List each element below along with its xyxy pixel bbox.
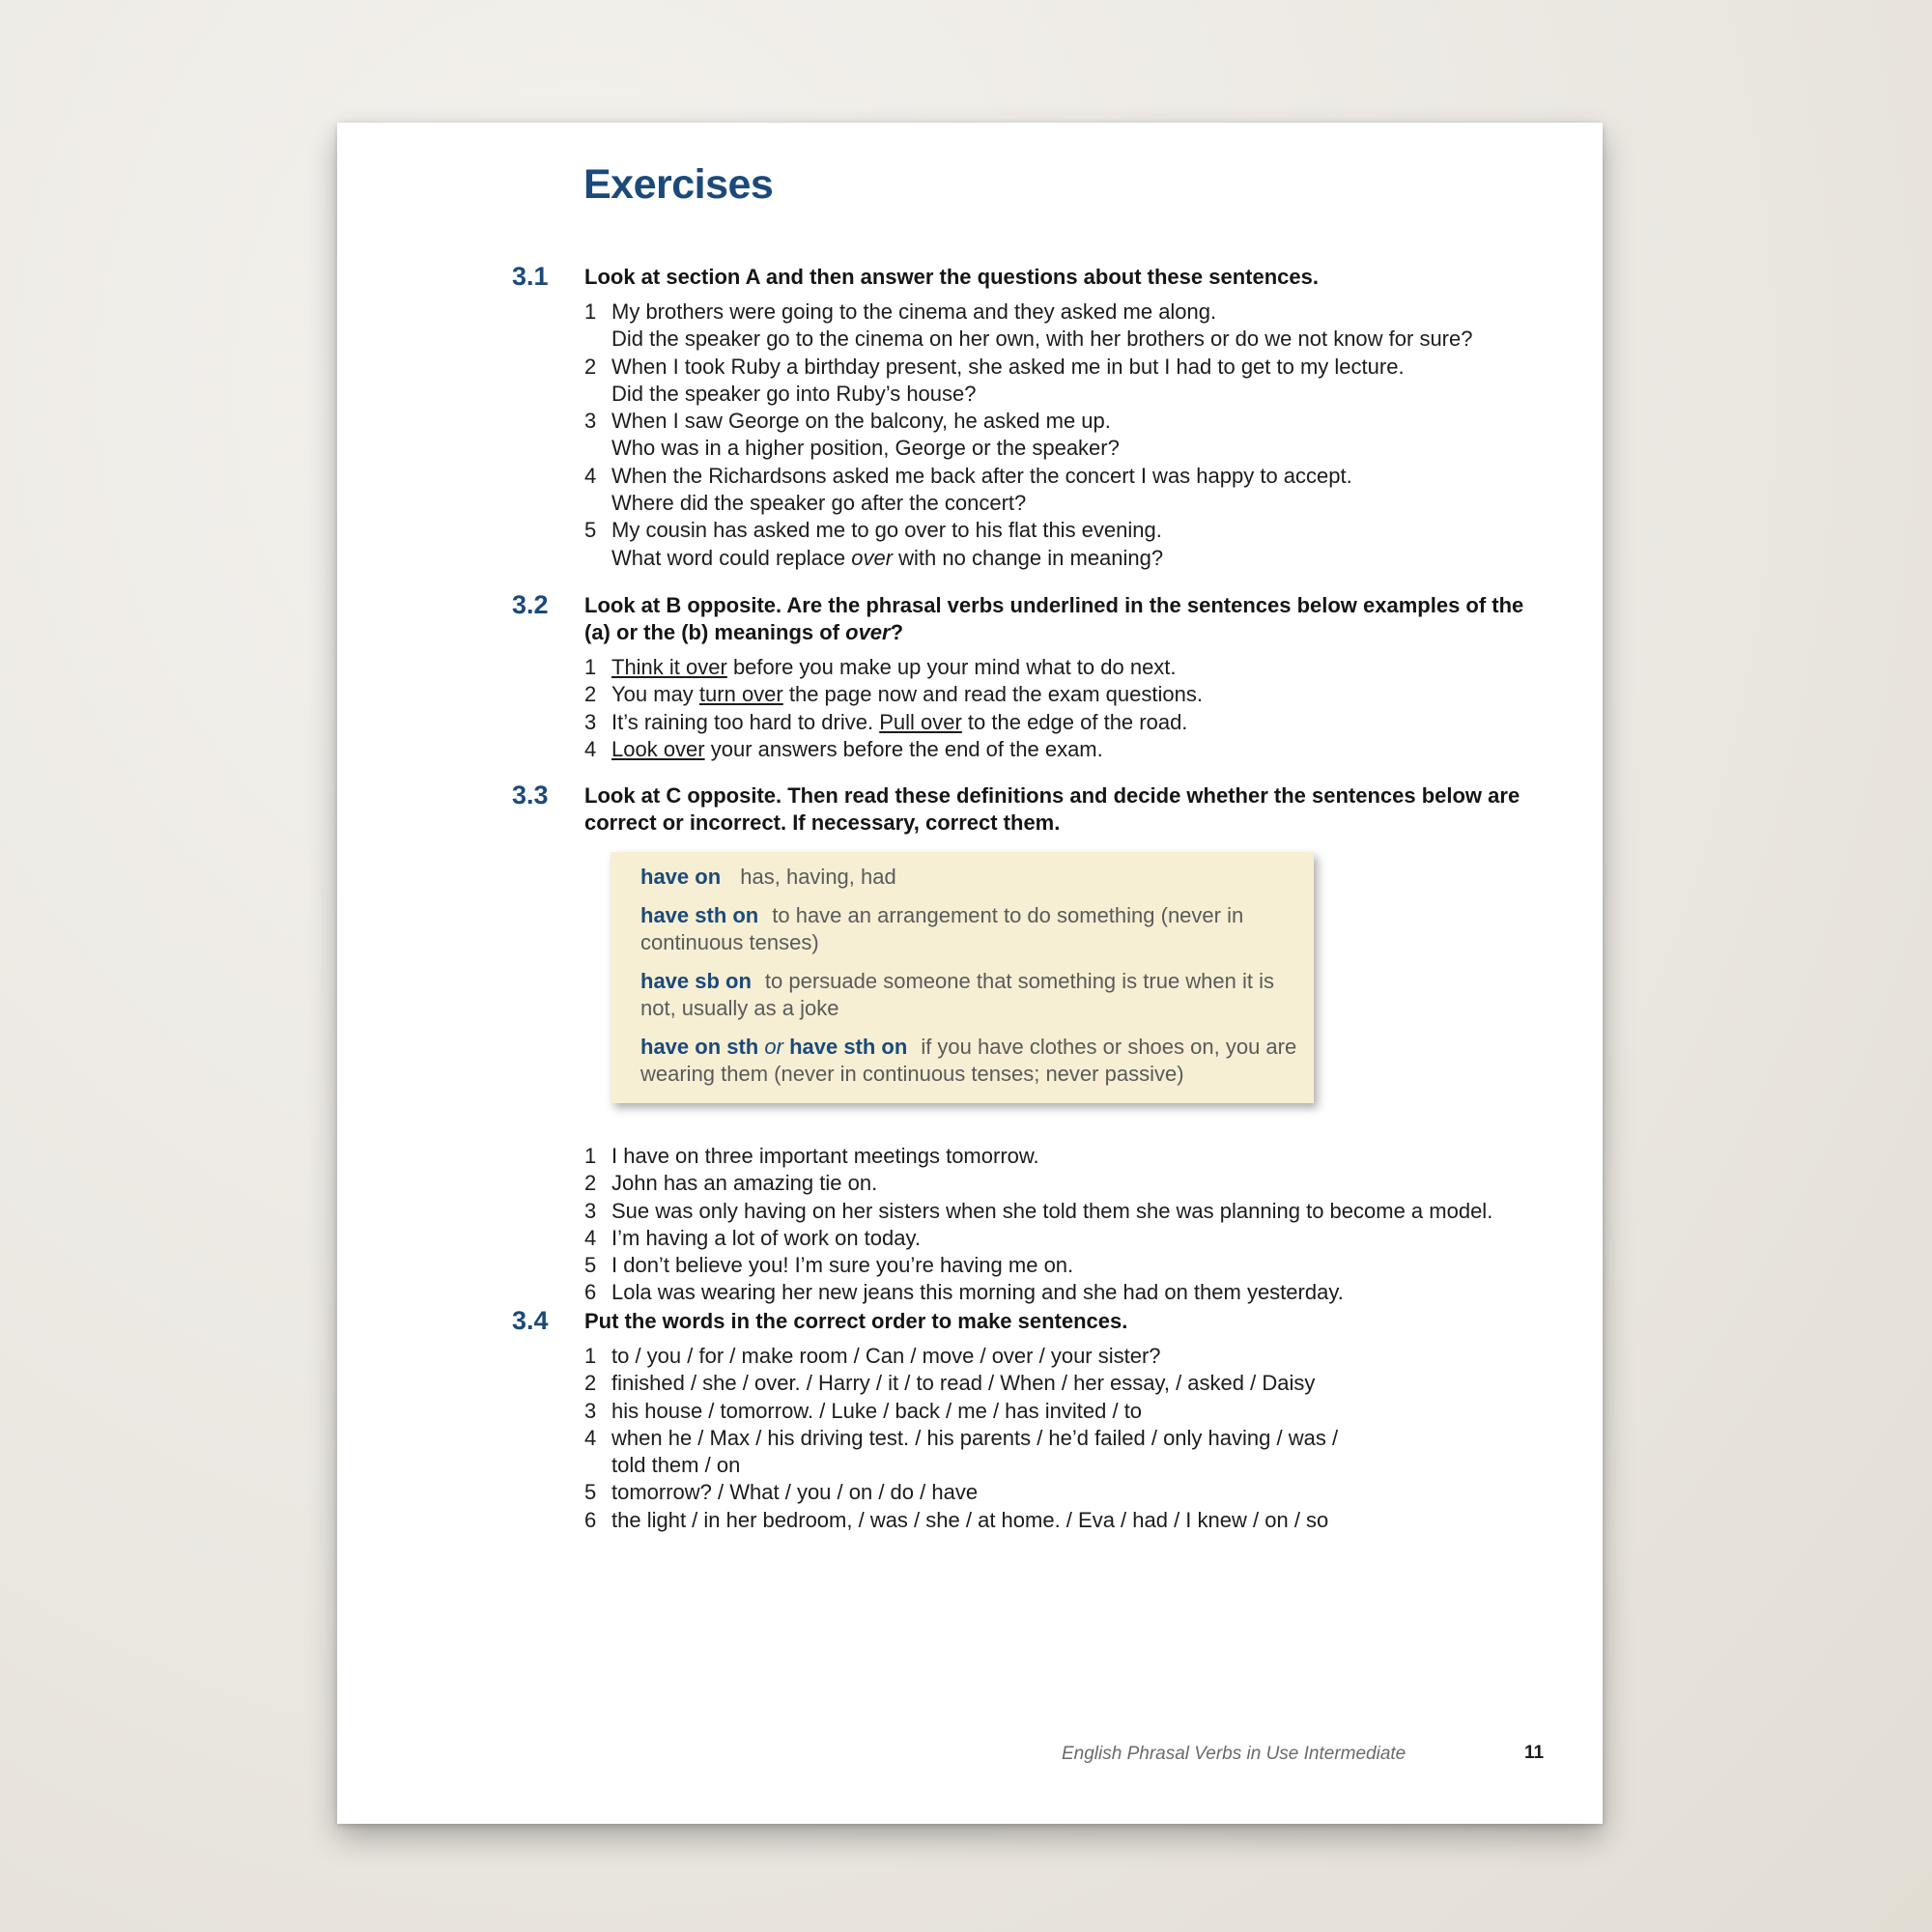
definition-entry	[640, 902, 1293, 956]
item-words: to / you / for / make room / Can / move / over / your sister?	[611, 1344, 1161, 1368]
item-number: 1	[584, 1144, 597, 1168]
item-sentence: Sue was only having on her sisters when she told them she was planning to become a model.	[611, 1198, 1493, 1223]
definition-text: not, usually as a joke	[640, 996, 839, 1020]
list-item	[584, 1198, 1492, 1225]
sentence-text: You may	[611, 682, 699, 707]
list-item	[584, 354, 1472, 409]
definition-entry	[640, 968, 1293, 1022]
item-question: Who was in a higher position, George or the speaker?	[611, 436, 1120, 461]
item-sentence: I don’t believe you! I’m sure you’re having me on.	[611, 1253, 1074, 1278]
question-text: What word could replace	[611, 545, 852, 570]
question-text: with no change in meaning?	[893, 545, 1164, 570]
list-item	[584, 1143, 1492, 1170]
list-item	[584, 1507, 1338, 1534]
exercise-items	[584, 298, 1472, 572]
list-item	[584, 681, 1203, 708]
exercise-number: 3.4	[512, 1306, 549, 1335]
list-item	[584, 463, 1472, 518]
item-sentence	[611, 709, 1203, 736]
item-number: 2	[584, 354, 597, 379]
instruction-line: Look at C opposite. Then read these definitions and decide whether the sentences below are	[584, 783, 1520, 808]
definition-entry	[640, 1034, 1297, 1088]
item-question	[611, 545, 1472, 572]
underlined-phrasal-verb: Think it over	[611, 655, 727, 679]
item-number: 1	[584, 299, 597, 324]
exercise-number: 3.2	[512, 590, 549, 619]
definition-text: to persuade someone that something is true when it is	[764, 969, 1274, 993]
list-item	[584, 1343, 1338, 1370]
list-item	[584, 1370, 1338, 1397]
underlined-phrasal-verb: turn over	[698, 682, 783, 707]
definition-text: wearing them (never in continuous tenses; never passive)	[640, 1062, 1184, 1086]
item-number: 4	[584, 463, 597, 488]
page-number: 11	[1524, 1743, 1545, 1763]
textbook-page	[337, 123, 1603, 1824]
exercise-instruction	[584, 592, 1570, 646]
exercise-number: 3.1	[512, 262, 549, 291]
exercise-items	[584, 654, 1203, 763]
item-number: 3	[584, 1398, 597, 1423]
item-question: Where did the speaker go after the concert?	[611, 491, 1027, 516]
list-item	[584, 1170, 1492, 1197]
exercise-instruction	[584, 782, 1570, 837]
item-number: 5	[584, 1253, 597, 1278]
page-heading: Exercises	[583, 161, 774, 208]
item-sentence: When I saw George on the balcony, he asked me up.	[611, 409, 1111, 434]
sentence-text: your answers before the end of the exam.	[704, 736, 1103, 761]
list-item	[584, 1479, 1338, 1506]
list-item	[584, 298, 1472, 354]
item-number: 1	[584, 1344, 597, 1368]
instruction-line: Look at B opposite. Are the phrasal verbs underlined in the sentences below examples of the	[584, 593, 1524, 617]
definition-term: have on	[640, 865, 722, 889]
sentence-text: the page now and read the exam questions.	[782, 682, 1203, 707]
item-words: the light / in her bedroom, / was / she / at home. / Eva / had / I knew / on / so	[611, 1507, 1329, 1532]
item-words: when he / Max / his driving test. / his parents / he’d failed / only having / was /	[611, 1425, 1339, 1450]
item-sentence: My cousin has asked me to go over to his flat this evening.	[611, 518, 1162, 543]
definition-text: continuous tenses)	[640, 930, 819, 954]
sentence-text: to the edge of the road.	[961, 709, 1188, 734]
definition-text: if you have clothes or shoes on, you are	[921, 1035, 1297, 1059]
item-sentence	[611, 736, 1203, 763]
item-number: 6	[584, 1507, 597, 1532]
instruction-text: ?	[890, 620, 904, 644]
item-number: 4	[584, 1425, 597, 1450]
item-sentence: I’m having a lot of work on today.	[611, 1225, 921, 1250]
definition-entry	[640, 864, 1293, 891]
list-item	[584, 1252, 1492, 1279]
exercise-items	[584, 1143, 1492, 1307]
definitions-box	[611, 852, 1314, 1103]
list-item	[584, 1398, 1338, 1425]
definition-text: to have an arrangement to do something (never in	[772, 903, 1244, 927]
instruction-text: (a) or the (b) meanings of	[584, 620, 846, 644]
item-sentence	[611, 681, 1203, 708]
italic-word: over	[851, 545, 894, 570]
item-number: 5	[584, 1480, 597, 1505]
item-words: finished / she / over. / Harry / it / to read / When / her essay, / asked / Daisy	[611, 1371, 1316, 1396]
list-item	[584, 517, 1472, 572]
item-sentence: Lola was wearing her new jeans this morning and she had on them yesterday.	[611, 1280, 1344, 1305]
item-question: Did the speaker go into Ruby’s house?	[611, 381, 977, 406]
list-item	[584, 654, 1203, 681]
item-question: Did the speaker go to the cinema on her own, with her brothers or do we not know for sure?	[611, 327, 1473, 352]
list-item	[584, 1225, 1492, 1252]
definition-term: have sth on	[789, 1035, 908, 1059]
item-number: 2	[584, 1171, 597, 1196]
item-sentence: My brothers were going to the cinema and they asked me along.	[611, 299, 1217, 324]
list-item	[584, 1425, 1338, 1480]
list-item	[584, 408, 1472, 463]
underlined-phrasal-verb: Pull over	[879, 709, 962, 734]
list-item	[584, 1279, 1492, 1306]
italic-word: over	[845, 620, 891, 644]
list-item	[584, 736, 1203, 763]
definition-text: has, having, had	[740, 865, 896, 889]
item-number: 4	[584, 736, 597, 761]
item-number: 3	[584, 409, 597, 434]
item-number: 1	[584, 655, 597, 679]
sentence-text: before you make up your mind what to do next.	[726, 655, 1177, 679]
item-words: tomorrow? / What / you / on / do / have	[611, 1480, 979, 1505]
item-number: 2	[584, 1371, 597, 1396]
item-number: 2	[584, 682, 597, 707]
item-number: 6	[584, 1280, 597, 1305]
item-words: his house / tomorrow. / Luke / back / me / has invited / to	[611, 1398, 1143, 1423]
exercise-instruction: Put the words in the correct order to make sentences.	[584, 1309, 1128, 1333]
instruction-line: correct or incorrect. If necessary, correct them.	[584, 810, 1061, 835]
instruction-line	[584, 619, 1570, 646]
definition-term: have on sth	[640, 1035, 759, 1059]
exercise-number: 3.3	[512, 781, 549, 810]
item-number: 4	[584, 1225, 597, 1250]
definition-term: have sth on	[640, 903, 759, 927]
definition-term: have sb on	[640, 969, 752, 993]
item-words: told them / on	[611, 1453, 741, 1478]
item-sentence: When the Richardsons asked me back after the concert I was happy to accept.	[611, 463, 1352, 488]
item-sentence: When I took Ruby a birthday present, she asked me in but I had to get to my lecture.	[611, 354, 1405, 379]
exercise-instruction: Look at section A and then answer the questions about these sentences.	[584, 265, 1319, 289]
item-number: 5	[584, 518, 597, 543]
underlined-phrasal-verb: Look over	[611, 736, 705, 761]
item-number: 3	[584, 709, 597, 734]
item-sentence: John has an amazing tie on.	[611, 1171, 878, 1196]
footer-book-title: English Phrasal Verbs in Use Intermediate	[1062, 1744, 1406, 1764]
item-sentence	[611, 654, 1203, 681]
list-item	[584, 709, 1203, 736]
definition-or: or	[764, 1035, 783, 1059]
exercise-items	[584, 1343, 1338, 1534]
item-sentence: I have on three important meetings tomorrow.	[611, 1144, 1039, 1168]
item-number: 3	[584, 1198, 597, 1223]
sentence-text: It’s raining too hard to drive.	[611, 709, 880, 734]
